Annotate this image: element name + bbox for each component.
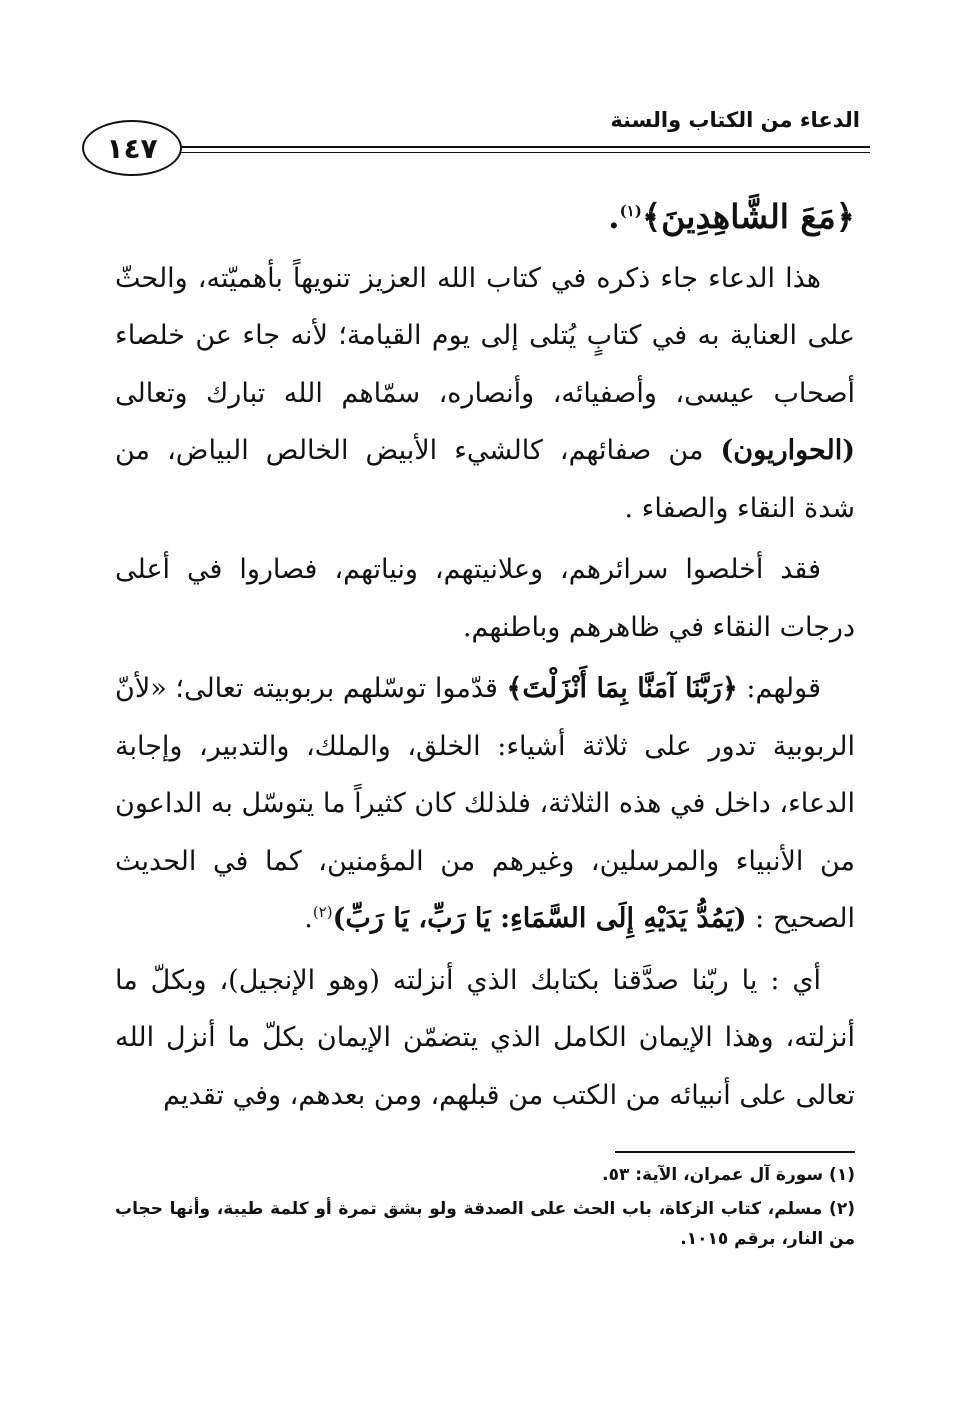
footnote-1: (١) سورة آل عمران، الآية: ٥٣.	[602, 1165, 855, 1185]
paragraph-3	[115, 660, 855, 948]
footnote-separator	[615, 1151, 855, 1153]
footnote-ref-2: (٢)	[312, 903, 333, 921]
footnote-ref-1: (١)	[619, 202, 642, 220]
paragraph-3-tail: .	[304, 903, 313, 934]
page-header	[70, 100, 870, 200]
footnote-2: (٢) مسلم، كتاب الزكاة، باب الحث على الصدقة ولو بشق تمرة أو كلمة طيبة، وأنها حجاب من النار، برقم ١٠١٥.	[115, 1199, 855, 1249]
paragraph-1	[115, 250, 855, 538]
header-rule-thin	[170, 152, 870, 153]
hawariyyun-term: (الحواريون)	[720, 435, 855, 466]
paragraph-3-text: قدّموا توسّلهم بربوبيته تعالى؛ «لأنّ الربوبية تدور على ثلاثة أشياء: الخلق، والملك، والتدبير، وإجابة الدعاء، داخل في هذه الثلاثة، فلذلك كان كثيراً ما يتوسّل به الداعون من الأنبياء والمرسلين، وغيرهم من المؤمنين، كما في الحديث الصحيح :	[115, 673, 855, 934]
verse-text: ﴿مَعَ الشَّاهِدِينَ﴾	[641, 197, 855, 236]
footnotes	[115, 1160, 855, 1258]
header-rule-thick	[170, 146, 870, 148]
paragraph-1-rest: من صفائهم، كالشيء الأبيض الخالص البياض، من شدة النقاء والصفاء .	[115, 435, 855, 524]
running-title: الدعاء من الكتاب والسنة	[610, 108, 860, 132]
page-number: ١٤٧	[82, 120, 182, 176]
paragraph-3-lead: قولهم:	[746, 673, 821, 704]
body-text	[115, 188, 855, 1128]
verse-ending	[115, 188, 855, 246]
paragraph-1-text: هذا الدعاء جاء ذكره في كتاب الله العزيز تنويهاً بأهميّته، والحثّ على العناية به في كتابٍ يُتلى إلى يوم القيامة؛ لأنه جاء عن خلصاء أصحاب عيسى، وأصفيائه، وأنصاره، سمّاهم الله تبارك وتعالى	[115, 262, 855, 409]
hadith-quote: (يَمُدُّ يَدَيْهِ إِلَى السَّمَاءِ: يَا رَبِّ، يَا رَبِّ)	[332, 903, 747, 934]
verse-tail: .	[608, 197, 620, 236]
paragraph-2: فقد أخلصوا سرائرهم، وعلانيتهم، ونياتهم، فصاروا في أعلى درجات النقاء في ظاهرهم وباطنهم.	[115, 554, 855, 643]
quran-quote: ﴿رَبَّنَا آمَنَّا بِمَا أَنْزَلْتَ﴾	[506, 673, 738, 704]
paragraph-4: أي : يا ربّنا صدَّقنا بكتابك الذي أنزلته (وهو الإنجيل)، وبكلّ ما أنزلته، وهذا الإيمان الكامل الذي يتضمّن الإيمان بكلّ ما أنزل الله تعالى على أنبيائه من الكتب من قبلهم، ومن بعدهم، وفي تقديم	[115, 964, 855, 1111]
